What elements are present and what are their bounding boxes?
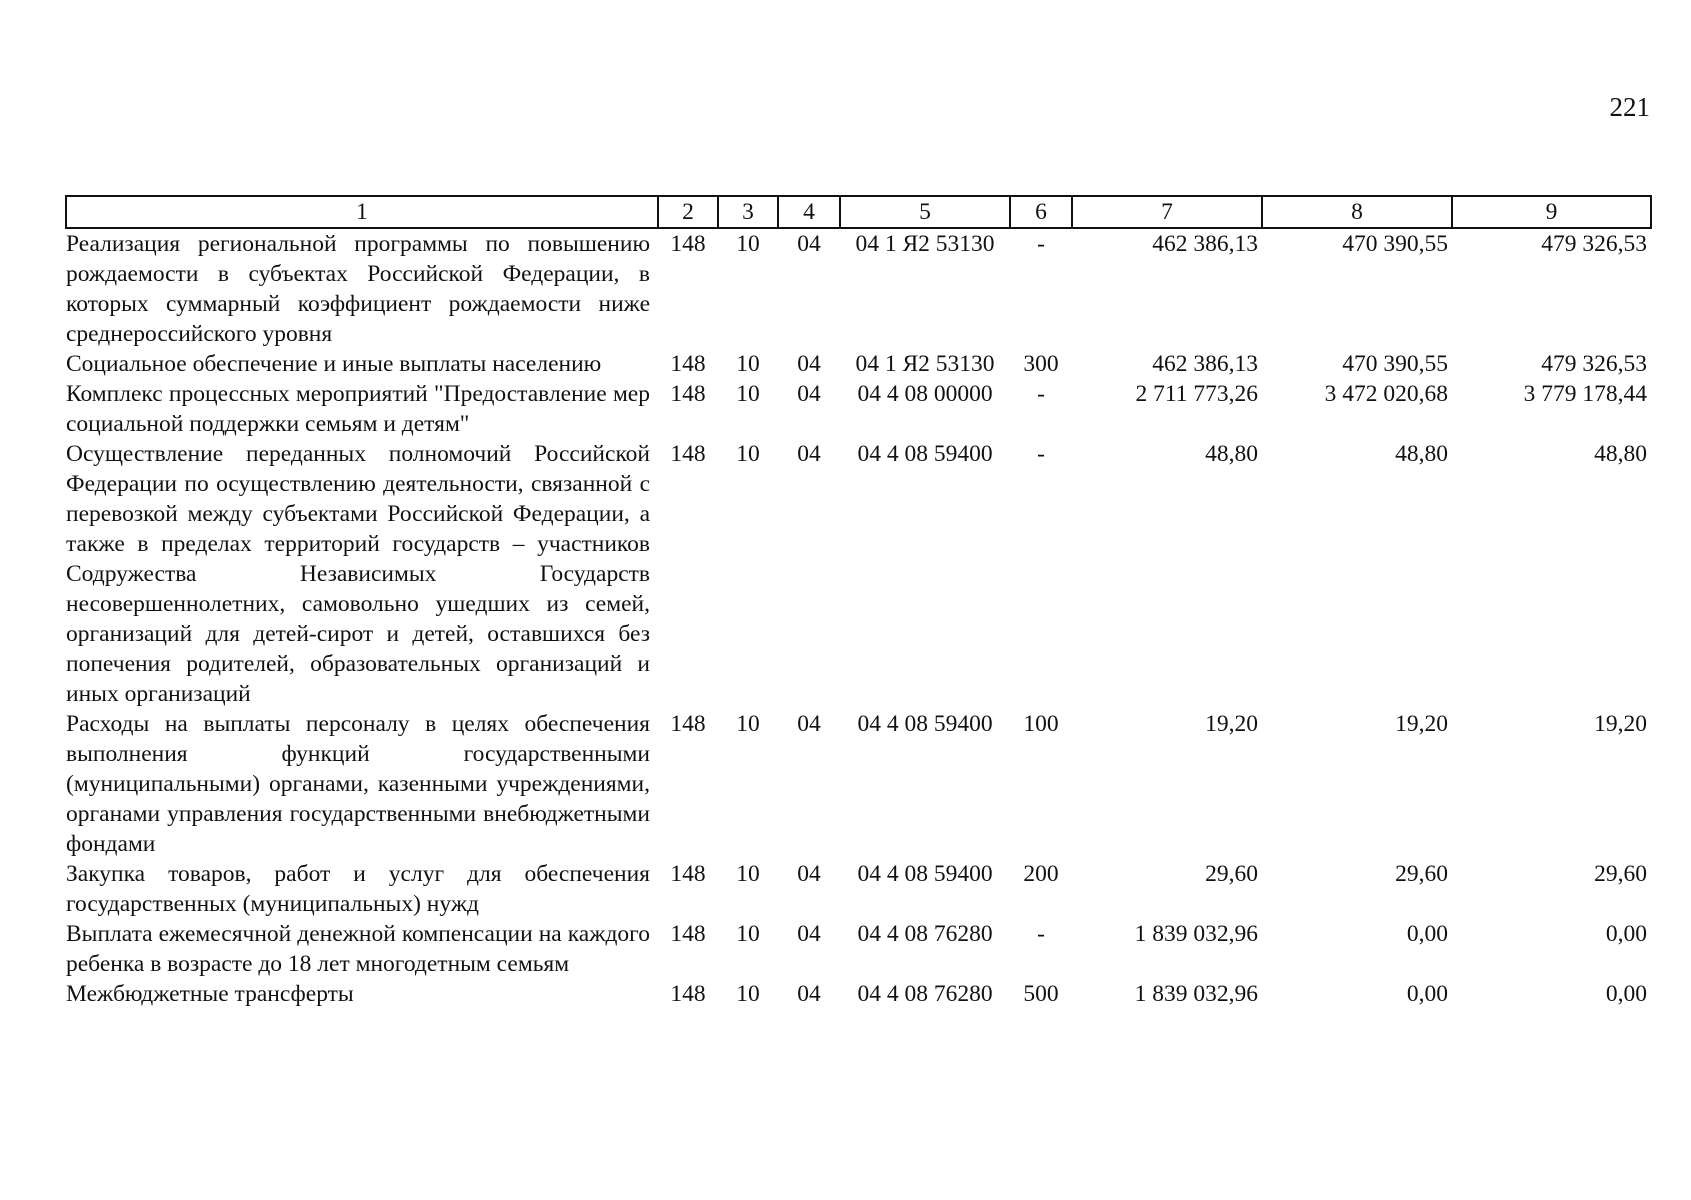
table-row bbox=[66, 349, 1651, 379]
table-body bbox=[66, 228, 1651, 1009]
header-row bbox=[66, 196, 1651, 228]
row-name-cell: Межбюджетные трансферты bbox=[66, 981, 354, 1007]
amount-col9-cell: 0,00 bbox=[1605, 921, 1647, 947]
row-name-cell: Закупка товаров, работ и услуг для обеспечения государственных (муниципальных) нужд bbox=[66, 861, 650, 917]
amount-col7-cell: 29,60 bbox=[1205, 861, 1258, 887]
subsection-cell: 04 bbox=[797, 381, 821, 407]
table-row bbox=[66, 979, 1651, 1009]
section-cell: 10 bbox=[736, 231, 760, 257]
amount-col7-cell: 1 839 032,96 bbox=[1134, 981, 1258, 1007]
header-cell-6: 6 bbox=[1010, 196, 1072, 228]
expense-type-cell: 500 bbox=[1023, 981, 1059, 1007]
amount-col8-cell: 3 472 020,68 bbox=[1324, 381, 1448, 407]
amount-col7-cell: 1 839 032,96 bbox=[1134, 921, 1258, 947]
subsection-cell: 04 bbox=[797, 921, 821, 947]
expense-type-cell: - bbox=[1037, 441, 1045, 467]
section-cell: 10 bbox=[736, 351, 760, 377]
amount-col7-cell: 48,80 bbox=[1205, 441, 1258, 467]
target-article-cell: 04 4 08 59400 bbox=[857, 861, 993, 887]
subsection-cell: 04 bbox=[797, 861, 821, 887]
budget-table bbox=[65, 195, 1652, 1009]
row-name-cell: Осуществление переданных полномочий Российской Федерации по осуществлению деятельности, связанной с перевозкой между субъектами Российской Федерации, а также в пределах территорий государств – участников Содружества Независимых Государств несовершеннолетних, самовольно ушедших из семей, организаций для детей-сирот и детей, оставшихся без попечения родителей, образовательных организаций и иных организаций bbox=[66, 441, 650, 707]
table-row bbox=[66, 709, 1651, 859]
subsection-cell: 04 bbox=[797, 711, 821, 737]
expense-type-cell: - bbox=[1037, 921, 1045, 947]
amount-col9-cell: 479 326,53 bbox=[1541, 351, 1647, 377]
row-name-cell: Расходы на выплаты персоналу в целях обеспечения выполнения функций государственными (муниципальными) органами, казенными учреждениями, органами управления государственными внебюджетными фондами bbox=[66, 711, 650, 857]
expense-type-cell: 300 bbox=[1023, 351, 1059, 377]
amount-col9-cell: 48,80 bbox=[1594, 441, 1647, 467]
admin-code-cell: 148 bbox=[670, 711, 706, 737]
section-cell: 10 bbox=[736, 861, 760, 887]
amount-col7-cell: 462 386,13 bbox=[1152, 231, 1258, 257]
subsection-cell: 04 bbox=[797, 441, 821, 467]
header-cell-1: 1 bbox=[66, 196, 658, 228]
admin-code-cell: 148 bbox=[670, 231, 706, 257]
row-name-cell: Реализация региональной программы по повышению рождаемости в субъектах Российской Федерации, в которых суммарный коэффициент рождаемости ниже среднероссийского уровня bbox=[66, 231, 650, 347]
row-name-cell: Комплекс процессных мероприятий "Предоставление мер социальной поддержки семьям и детям" bbox=[66, 381, 650, 437]
expense-type-cell: - bbox=[1037, 231, 1045, 257]
admin-code-cell: 148 bbox=[670, 381, 706, 407]
target-article-cell: 04 4 08 76280 bbox=[857, 921, 993, 947]
amount-col9-cell: 29,60 bbox=[1594, 861, 1647, 887]
amount-col8-cell: 48,80 bbox=[1395, 441, 1448, 467]
amount-col9-cell: 3 779 178,44 bbox=[1523, 381, 1647, 407]
admin-code-cell: 148 bbox=[670, 921, 706, 947]
header-cell-8: 8 bbox=[1262, 196, 1452, 228]
table-header bbox=[66, 196, 1651, 228]
amount-col8-cell: 0,00 bbox=[1406, 921, 1448, 947]
table-row bbox=[66, 859, 1651, 919]
target-article-cell: 04 4 08 00000 bbox=[857, 381, 993, 407]
subsection-cell: 04 bbox=[797, 981, 821, 1007]
amount-col8-cell: 0,00 bbox=[1406, 981, 1448, 1007]
target-article-cell: 04 1 Я2 53130 bbox=[855, 231, 995, 257]
amount-col7-cell: 462 386,13 bbox=[1152, 351, 1258, 377]
row-name-cell: Выплата ежемесячной денежной компенсации на каждого ребенка в возрасте до 18 лет многодетным семьям bbox=[66, 921, 650, 977]
page-number: 221 bbox=[1609, 92, 1650, 122]
subsection-cell: 04 bbox=[797, 351, 821, 377]
admin-code-cell: 148 bbox=[670, 861, 706, 887]
amount-col9-cell: 479 326,53 bbox=[1541, 231, 1647, 257]
admin-code-cell: 148 bbox=[670, 441, 706, 467]
expense-type-cell: - bbox=[1037, 381, 1045, 407]
row-name-cell: Социальное обеспечение и иные выплаты населению bbox=[66, 351, 602, 377]
section-cell: 10 bbox=[736, 981, 760, 1007]
target-article-cell: 04 4 08 59400 bbox=[857, 441, 993, 467]
header-cell-9: 9 bbox=[1452, 196, 1651, 228]
section-cell: 10 bbox=[736, 381, 760, 407]
expense-type-cell: 200 bbox=[1023, 861, 1059, 887]
section-cell: 10 bbox=[736, 441, 760, 467]
table-row bbox=[66, 228, 1651, 349]
target-article-cell: 04 4 08 76280 bbox=[857, 981, 993, 1007]
table-row bbox=[66, 379, 1651, 439]
expense-type-cell: 100 bbox=[1023, 711, 1059, 737]
amount-col8-cell: 470 390,55 bbox=[1342, 351, 1448, 377]
table-row bbox=[66, 439, 1651, 709]
target-article-cell: 04 4 08 59400 bbox=[857, 711, 993, 737]
amount-col8-cell: 29,60 bbox=[1395, 861, 1448, 887]
header-cell-4: 4 bbox=[778, 196, 840, 228]
section-cell: 10 bbox=[736, 921, 760, 947]
amount-col9-cell: 19,20 bbox=[1594, 711, 1647, 737]
amount-col8-cell: 470 390,55 bbox=[1342, 231, 1448, 257]
amount-col8-cell: 19,20 bbox=[1395, 711, 1448, 737]
amount-col7-cell: 2 711 773,26 bbox=[1135, 381, 1258, 407]
target-article-cell: 04 1 Я2 53130 bbox=[855, 351, 995, 377]
amount-col7-cell: 19,20 bbox=[1205, 711, 1258, 737]
subsection-cell: 04 bbox=[797, 231, 821, 257]
header-cell-3: 3 bbox=[718, 196, 778, 228]
header-cell-2: 2 bbox=[658, 196, 718, 228]
admin-code-cell: 148 bbox=[670, 351, 706, 377]
header-cell-5: 5 bbox=[840, 196, 1010, 228]
section-cell: 10 bbox=[736, 711, 760, 737]
header-cell-7: 7 bbox=[1072, 196, 1262, 228]
amount-col9-cell: 0,00 bbox=[1605, 981, 1647, 1007]
admin-code-cell: 148 bbox=[670, 981, 706, 1007]
table-row bbox=[66, 919, 1651, 979]
